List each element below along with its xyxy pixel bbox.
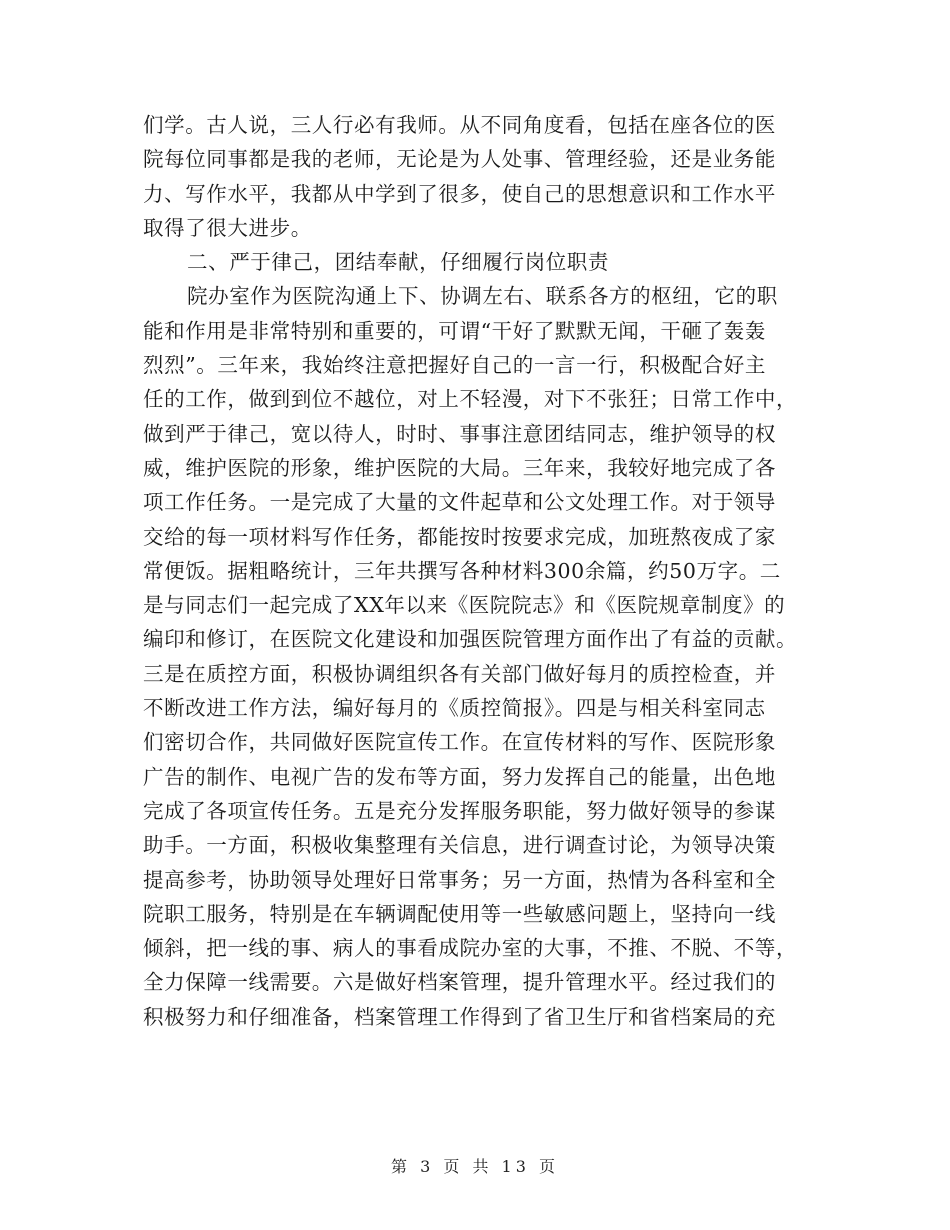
text-line: 是与同志们一起完成了XX年以来《医院院志》和《医院规章制度》的 bbox=[143, 593, 786, 618]
text-line: 们密切合作，共同做好医院宣传工作。在宣传材料的写作、医院形象 bbox=[143, 730, 776, 755]
text-line: 广告的制作、电视广告的发布等方面，努力发挥自己的能量，出色地 bbox=[143, 764, 776, 789]
text-line: 取得了很大进步。 bbox=[143, 215, 312, 240]
text-line: 烈烈”。三年来，我始终注意把握好自己的一言一行，积极配合好主 bbox=[143, 353, 766, 378]
text-line: 做到严于律己，宽以待人，时时、事事注意团结同志，维护领导的权 bbox=[143, 421, 776, 446]
text-line: 全力保障一线需要。六是做好档案管理，提升管理水平。经过我们的 bbox=[143, 970, 776, 995]
text-line: 院每位同事都是我的老师，无论是为人处事、管理经验，还是业务能 bbox=[143, 147, 776, 172]
text-line: 交给的每一项材料写作任务，都能按时按要求完成，加班熬夜成了家 bbox=[143, 524, 776, 549]
text-line: 院职工服务，特别是在车辆调配使用等一些敏感问题上，坚持向一线 bbox=[143, 901, 776, 926]
text-line: 二、严于律己，团结奉献，仔细履行岗位职责 bbox=[187, 250, 609, 275]
text-line: 三是在质控方面，积极协调组织各有关部门做好每月的质控检查，并 bbox=[143, 661, 776, 686]
text-line: 积极努力和仔细准备，档案管理工作得到了省卫生厅和省档案局的充 bbox=[143, 1004, 776, 1029]
text-line: 编印和修订，在医院文化建设和加强医院管理方面作出了有益的贡献。 bbox=[143, 627, 798, 652]
text-line: 倾斜，把一线的事、病人的事看成院办室的大事，不推、不脱、不等， bbox=[143, 936, 798, 961]
text-line: 威，维护医院的形象，维护医院的大局。三年来，我较好地完成了各 bbox=[143, 455, 776, 480]
text-line: 完成了各项宣传任务。五是充分发挥服务职能，努力做好领导的参谋 bbox=[143, 798, 776, 823]
text-line: 项工作任务。一是完成了大量的文件起草和公文处理工作。对于领导 bbox=[143, 490, 776, 515]
document-body bbox=[143, 108, 808, 1034]
text-line: 常便饭。据粗略统计，三年共撰写各种材料300余篇，约50万字。二 bbox=[143, 558, 781, 583]
text-line: 不断改进工作方法，编好每月的《质控简报》。四是与相关科室同志 bbox=[143, 696, 766, 721]
text-line: 们学。古人说，三人行必有我师。从不同角度看，包括在座各位的医 bbox=[143, 113, 776, 137]
page-footer: 第 3 页 共 13 页 bbox=[391, 1157, 559, 1176]
text-line: 力、写作水平，我都从中学到了很多，使自己的思想意识和工作水平 bbox=[143, 181, 776, 206]
text-line: 院办室作为医院沟通上下、协调左右、联系各方的枢纽，它的职 bbox=[187, 284, 778, 309]
text-line: 任的工作，做到到位不越位，对上不轻漫，对下不张狂；日常工作中， bbox=[143, 387, 798, 412]
text-line: 能和作用是非常特别和重要的，可谓“干好了默默无闻，干砸了轰轰 bbox=[143, 318, 766, 343]
text-line: 助手。一方面，积极收集整理有关信息，进行调查讨论，为领导决策 bbox=[143, 833, 776, 858]
text-line: 提高参考，协助领导处理好日常事务；另一方面，热情为各科室和全 bbox=[143, 867, 776, 892]
